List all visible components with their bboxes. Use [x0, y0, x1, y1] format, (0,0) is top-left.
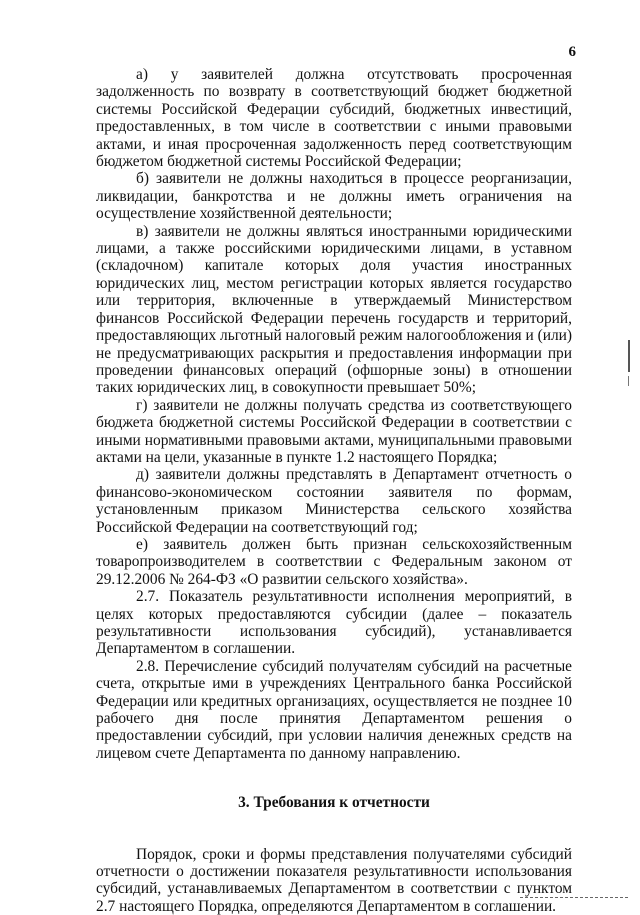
paragraph-v: в) заявители не должны являться иностранными юридическими лицами, а также российскими юридическими лицами, в уставном (складочном) капитале которых доля участия иностранных юридических лиц, местом регистрации которых является государство или территория, включенные в утверждаемый Министерством финансов Российской Федерации перечень государств и территорий, предоставляющих льготный налоговый режим налогообложения и (или) не предусматривающих раскрытия и предоставления информации при проведении финансовых операций (офшорные зоны) в отношении таких юридических лиц, в совокупности превышает 50%; [96, 222, 572, 397]
section-3-paragraph: Порядок, сроки и формы представления получателями субсидий отчетности о достижении показателя результативности использования субсидий, устанавливаемых Департаментом в соответствии с пунктом 2.7 настоящего Порядка, определяются Департаментом в соглашении. [96, 845, 572, 915]
paragraph-d: д) заявители должны представлять в Департамент отчетность о финансово-экономическом состоянии заявителя по формам, установленным приказом Министерства сельского хозяйства Российской Федерации на соответствующий год; [96, 466, 572, 536]
paragraph-2-8: 2.8. Перечисление субсидий получателям субсидий на расчетные счета, открытые ими в учреждениях Центрального банка Российской Федерации или кредитных организациях, осуществляется не позднее 10 рабочего дня после принятия Департаментом решения о предоставлении субсидий, при условии наличия денежных средств на лицевом счете Департамента по данному направлению. [96, 657, 572, 762]
paragraph-2-7: 2.7. Показатель результативности исполнения мероприятий, в целях которых предоставляются субсидии (далее – показатель результативности использования субсидий), устанавливается Департаментом в соглашении. [96, 588, 572, 658]
section-3-heading: 3. Требования к отчетности [238, 794, 430, 812]
paragraph-g: г) заявители не должны получать средства из соответствующего бюджета бюджетной системы Российской Федерации в соответствии с иными нормативными правовыми актами, муниципальными правовыми актами на цели, указанные в пункте 1.2 настоящего Порядка; [96, 396, 572, 466]
document-body [96, 66, 572, 915]
paragraph-a: а) у заявителей должна отсутствовать просроченная задолженность по возврату в соответствующий бюджет бюджетной системы Российской Федерации субсидий, бюджетных инвестиций, предоставленных, в том числе в соответствии с иными правовыми актами, и иная просроченная задолженность перед соответствующим бюджетом бюджетной системы Российской Федерации; [96, 66, 572, 171]
paragraph-b: б) заявители не должны находиться в процессе реорганизации, ликвидации, банкротства и не должны иметь ограничения на осуществление хозяйственной деятельности; [96, 170, 572, 223]
margin-scan-mark [628, 340, 630, 372]
margin-scan-mark-small [628, 376, 629, 386]
bottom-scan-mark [520, 897, 630, 898]
paragraph-e: е) заявитель должен быть признан сельскохозяйственным товаропроизводителем в соответствии с Федеральным законом от 29.12.2006 № 264-ФЗ «О развитии сельского хозяйства». [96, 535, 572, 588]
page-number: 6 [568, 44, 576, 60]
